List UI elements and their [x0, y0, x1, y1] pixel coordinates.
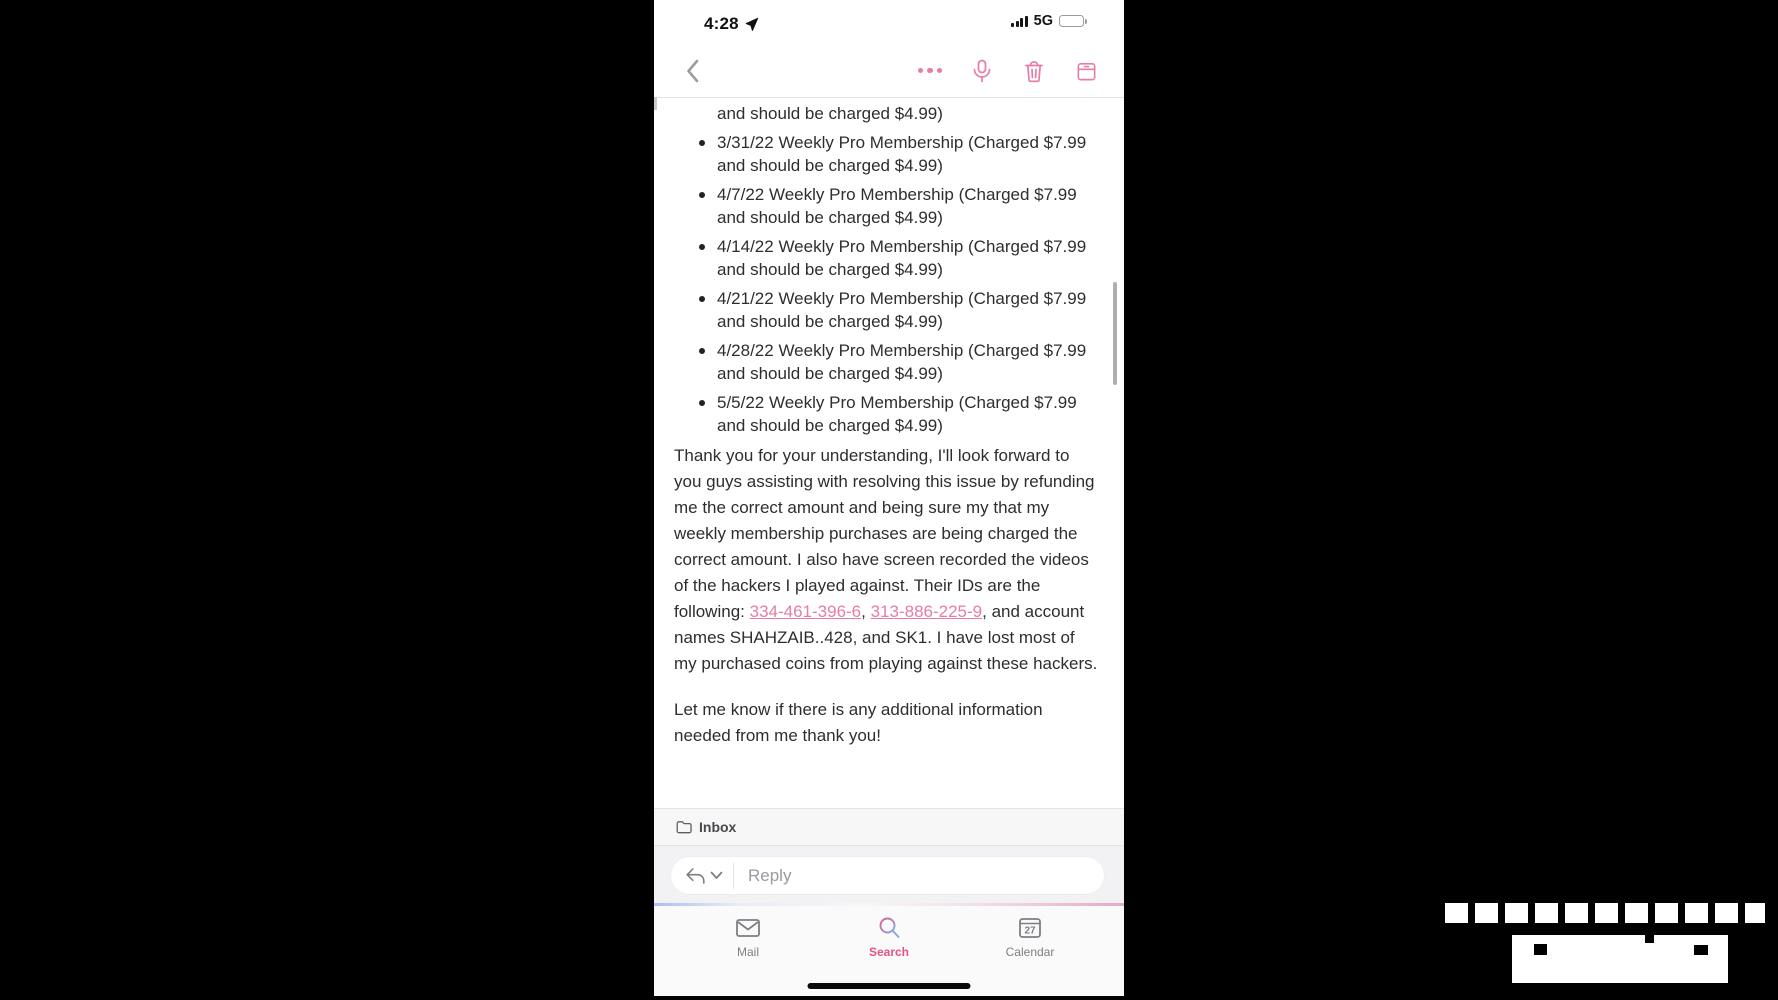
delete-button[interactable] — [1022, 59, 1046, 83]
reply-area — [654, 846, 1124, 903]
charge-list — [674, 131, 1098, 437]
closing-paragraph: Let me know if there is any additional information needed from me thank you! — [674, 700, 1043, 745]
reply-arrow-icon — [685, 867, 706, 885]
watermark-redaction-strip — [1445, 903, 1765, 923]
status-bar — [654, 0, 1124, 44]
calendar-day-number: 27 — [1024, 925, 1036, 937]
archive-button[interactable] — [1074, 59, 1098, 83]
list-item: 4/21/22 Weekly Pro Membership (Charged $7.99 and should be charged $4.99) — [717, 287, 1098, 333]
tab-mail[interactable] — [706, 906, 790, 977]
mail-envelope-icon — [734, 915, 762, 941]
reply-options-chevron-icon[interactable] — [710, 871, 723, 880]
mail-toolbar — [654, 44, 1124, 98]
list-item: 4/7/22 Weekly Pro Membership (Charged $7.99 and should be charged $4.99) — [717, 183, 1098, 229]
list-item-continuation: and should be charged $4.99) — [717, 104, 943, 123]
back-button[interactable] — [680, 57, 704, 85]
list-item: 4/14/22 Weekly Pro Membership (Charged $7.99 and should be charged $4.99) — [717, 235, 1098, 281]
pill-divider — [733, 863, 734, 889]
back-chevron-icon — [686, 59, 699, 83]
player-id-link-2[interactable]: 313-886-225-9 — [870, 602, 983, 621]
archive-icon — [1075, 59, 1098, 83]
tab-label: Calendar — [1005, 945, 1055, 959]
bottom-tab-bar — [654, 906, 1124, 977]
phone-screen — [654, 0, 1124, 1000]
scrollbar-thumb[interactable] — [1113, 282, 1117, 385]
battery-icon — [1059, 15, 1084, 28]
tab-calendar[interactable] — [988, 906, 1072, 977]
calendar-icon — [1016, 915, 1044, 941]
list-item: 3/31/22 Weekly Pro Membership (Charged $7.99 and should be charged $4.99) — [717, 131, 1098, 177]
list-item: 5/5/22 Weekly Pro Membership (Charged $7.99 and should be charged $4.99) — [717, 391, 1098, 437]
location-arrow-icon — [744, 17, 759, 32]
ellipsis-icon — [918, 68, 943, 74]
player-id-link-1[interactable]: 334-461-396-6 — [749, 602, 862, 621]
microphone-icon — [971, 59, 993, 83]
scroll-edge-mark — [654, 97, 657, 110]
home-indicator[interactable] — [808, 983, 971, 989]
tab-label: Mail — [736, 945, 759, 959]
tab-search[interactable] — [847, 906, 931, 977]
signal-strength-icon — [1011, 15, 1028, 27]
folder-label: Inbox — [699, 819, 737, 835]
reply-input[interactable] — [746, 865, 1104, 887]
more-options-button[interactable] — [918, 59, 942, 83]
folder-row[interactable] — [654, 808, 1124, 846]
dictate-button[interactable] — [970, 59, 994, 83]
network-type-label: 5G — [1033, 13, 1053, 29]
trash-icon — [1023, 59, 1045, 83]
tab-label: Search — [868, 945, 910, 959]
status-time — [704, 14, 759, 34]
watermark-redaction-box — [1512, 935, 1728, 983]
email-body — [654, 98, 1124, 749]
body-paragraph: Thank you for your understanding, I'll look forward to you guys assisting with resolving this issue by refunding me the correct amount and being sure my that my weekly membership purchases are being charged the correct amount. I also have screen recorded the videos of the hackers I played against. Their IDs are the following: 334-461-396-6, 313-886-225-9, and account names SHAHZAIB..428, and SK1. I have lost most of my purchased coins from playing against these hackers. — [674, 446, 1098, 673]
reply-pill[interactable] — [671, 857, 1104, 894]
list-item: 4/28/22 Weekly Pro Membership (Charged $7.99 and should be charged $4.99) — [717, 339, 1098, 385]
letterbox-bottom-edge — [0, 996, 1778, 1000]
search-icon — [875, 915, 903, 941]
folder-icon — [676, 820, 692, 834]
clock-text: 4:28 — [704, 14, 739, 33]
